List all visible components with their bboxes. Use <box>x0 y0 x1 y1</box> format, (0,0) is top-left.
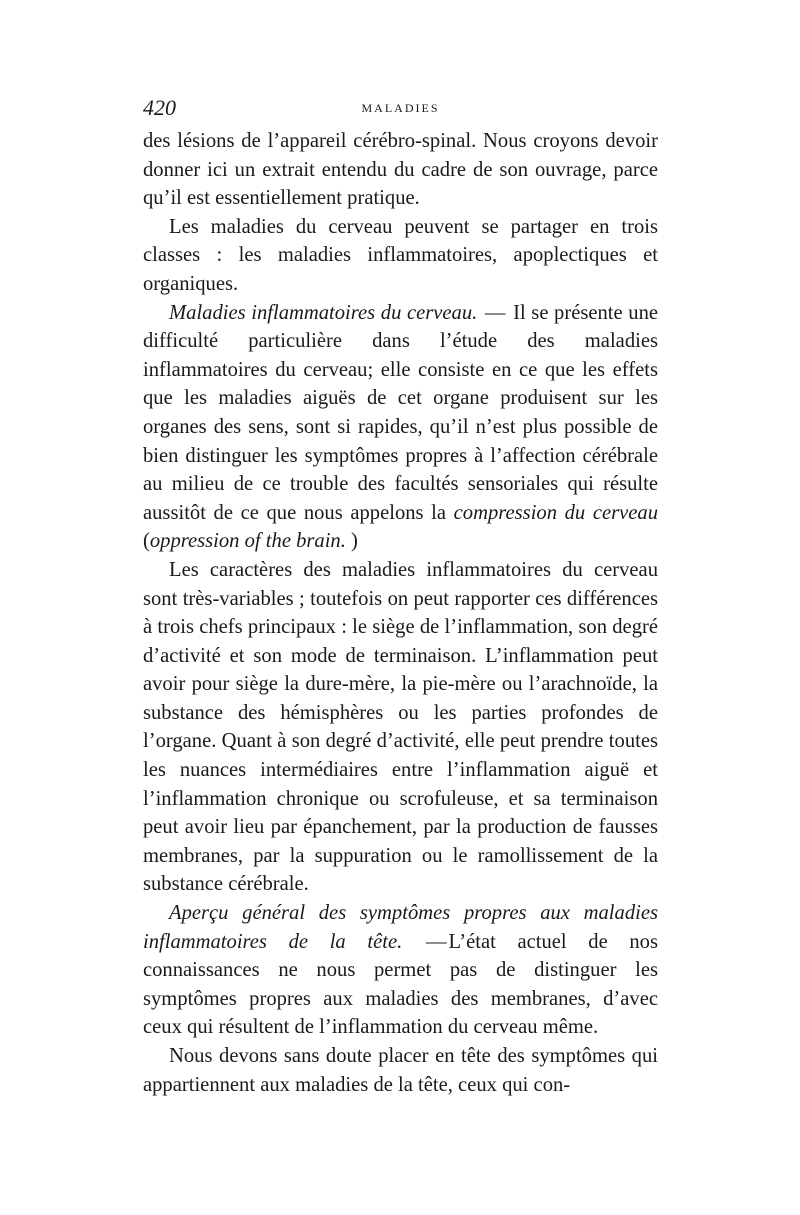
running-head: MALADIES <box>361 101 440 115</box>
book-page <box>143 95 658 1099</box>
paragraph-6: Nous devons sans doute placer en tête des symptômes qui appartiennent aux maladies de la tête, ceux qui con- <box>143 1045 658 1096</box>
page-header <box>143 95 658 123</box>
paren-close: ) <box>351 530 358 553</box>
paragraph-2: Les maladies du cerveau peuvent se partager en trois classes : les maladies inflammatoires, apoplectiques et organiques. <box>143 215 658 295</box>
paragraph-5-text: L’état actuel de nos connaissances ne nous permet pas de distinguer les symptômes propres aux maladies des membranes, d’avec ceux qui résultent de l’inflammation du cerveau même. <box>143 930 658 1039</box>
em-dash: — <box>484 301 506 324</box>
body-text <box>143 127 658 1099</box>
paragraph-5 <box>143 899 658 1042</box>
english-term: oppression of the brain. <box>149 530 346 553</box>
term-compression: compression du cerveau <box>453 501 659 524</box>
paren-open: ( <box>143 530 150 553</box>
paragraph-3 <box>143 299 658 556</box>
em-dash: — <box>425 930 447 953</box>
page-number: 420 <box>143 95 176 120</box>
paragraph-3-text: Il se présente une difficulté particulière dans l’étude des maladies inflammatoires du cerveau; elle consiste en ce que les effets que les maladies aiguës de cet organe produisent sur les organes des sens, sont si rapides, qu’il n’est plus possible de bien distinguer les symptômes propres à l’affection cérébrale au milieu de ce trouble des facultés sensoriales qui résulte aussitôt de ce que nous appelons la <box>143 301 659 524</box>
section-heading-inflammatory: Maladies inflammatoires du cerveau. <box>169 301 478 324</box>
section-heading-symptoms: Aperçu général des symptômes propres aux maladies inflammatoires de la tête. <box>143 902 658 953</box>
paragraph-1: des lésions de l’appareil cérébro-spinal. Nous croyons devoir donner ici un extrait entendu du cadre de son ouvrage, parce qu’il est essentiellement pratique. <box>143 130 658 210</box>
paragraph-4: Les caractères des maladies inflammatoires du cerveau sont très-variables ; toutefois on peut rapporter ces différences à trois chefs principaux : le siège de l’inflammation, son degré d’activité et son mode de terminaison. L’inflammation peut avoir pour siège la dure-mère, la pie-mère ou l’arachnoïde, la substance des hémisphères ou les parties profondes de l’organe. Quant à son degré d’activité, elle peut prendre toutes les nuances intermédiaires entre l’inflammation aiguë et l’inflammation chronique ou scrofuleuse, et sa terminaison peut avoir lieu par épanchement, par la production de fausses membranes, par la suppuration ou le ramollissement de la substance cérébrale. <box>143 558 658 896</box>
